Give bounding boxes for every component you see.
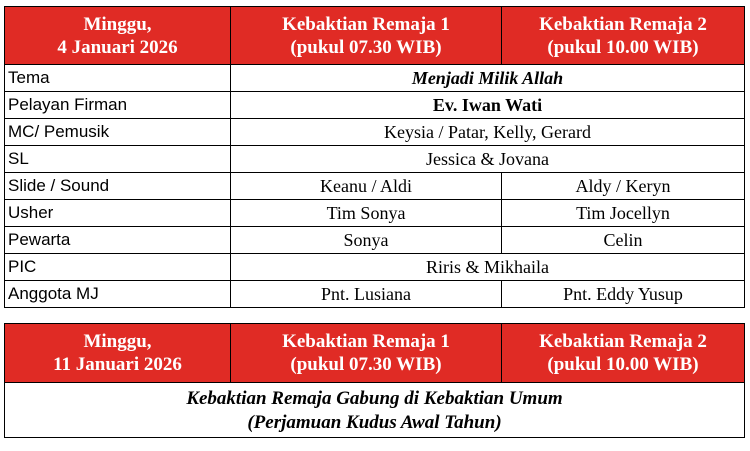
pewarta-service1: Sonya [231, 227, 502, 254]
note-line1: Kebaktian Remaja Gabung di Kebaktian Umum [186, 388, 563, 409]
row-label: Pelayan Firman [5, 92, 231, 119]
service2-header [502, 7, 745, 65]
service1-header [231, 324, 502, 383]
table-row-pewarta [5, 227, 745, 254]
anggota-mj-service1: Pnt. Lusiana [231, 281, 502, 308]
service1-title: Kebaktian Remaja 1 [282, 331, 450, 352]
slide-sound-service1: Keanu / Aldi [231, 173, 502, 200]
schedule-table-week1 [4, 6, 745, 308]
usher-service2: Tim Jocellyn [502, 200, 745, 227]
service1-title: Kebaktian Remaja 1 [282, 13, 450, 35]
usher-service1: Tim Sonya [231, 200, 502, 227]
header-row [5, 7, 745, 65]
table-row-anggota-mj [5, 281, 745, 308]
pewarta-service2: Celin [502, 227, 745, 254]
row-label: PIC [5, 254, 231, 281]
date-header [5, 7, 231, 65]
row-label: Tema [5, 65, 231, 92]
slide-sound-service2: Aldy / Keryn [502, 173, 745, 200]
service1-time: (pukul 07.30 WIB) [290, 354, 442, 375]
service1-header [231, 7, 502, 65]
pic-value: Riris & Mikhaila [231, 254, 745, 281]
table-row-slide-sound [5, 173, 745, 200]
row-label: MC/ Pemusik [5, 119, 231, 146]
row-label: Usher [5, 200, 231, 227]
service2-time: (pukul 10.00 WIB) [547, 354, 699, 375]
row-label: SL [5, 146, 231, 173]
date-line1: Minggu, [83, 331, 152, 352]
table-row-tema [5, 65, 745, 92]
table-row-sl [5, 146, 745, 173]
table-row-note [5, 383, 745, 438]
table-row-pelayan-firman [5, 92, 745, 119]
preacher-value: Ev. Iwan Wati [231, 92, 745, 119]
date-header [5, 324, 231, 383]
date-line1: Minggu, [83, 13, 152, 35]
service2-header [502, 324, 745, 383]
mc-value: Keysia / Patar, Kelly, Gerard [231, 119, 745, 146]
table-row-mc-pemusik [5, 119, 745, 146]
note-line2: (Perjamuan Kudus Awal Tahun) [247, 412, 502, 433]
row-label: Anggota MJ [5, 281, 231, 308]
service2-time: (pukul 10.00 WIB) [547, 36, 699, 58]
sl-value: Jessica & Jovana [231, 146, 745, 173]
date-line2: 11 Januari 2026 [53, 354, 182, 375]
theme-value: Menjadi Milik Allah [231, 65, 745, 92]
service2-title: Kebaktian Remaja 2 [539, 331, 707, 352]
row-label: Slide / Sound [5, 173, 231, 200]
table-row-pic [5, 254, 745, 281]
header-row [5, 324, 745, 383]
row-label: Pewarta [5, 227, 231, 254]
schedule-table-week2 [4, 323, 745, 438]
date-line2: 4 Januari 2026 [57, 36, 178, 58]
table-row-usher [5, 200, 745, 227]
service2-title: Kebaktian Remaja 2 [539, 13, 707, 35]
combined-service-note [5, 383, 745, 438]
anggota-mj-service2: Pnt. Eddy Yusup [502, 281, 745, 308]
service1-time: (pukul 07.30 WIB) [290, 36, 442, 58]
